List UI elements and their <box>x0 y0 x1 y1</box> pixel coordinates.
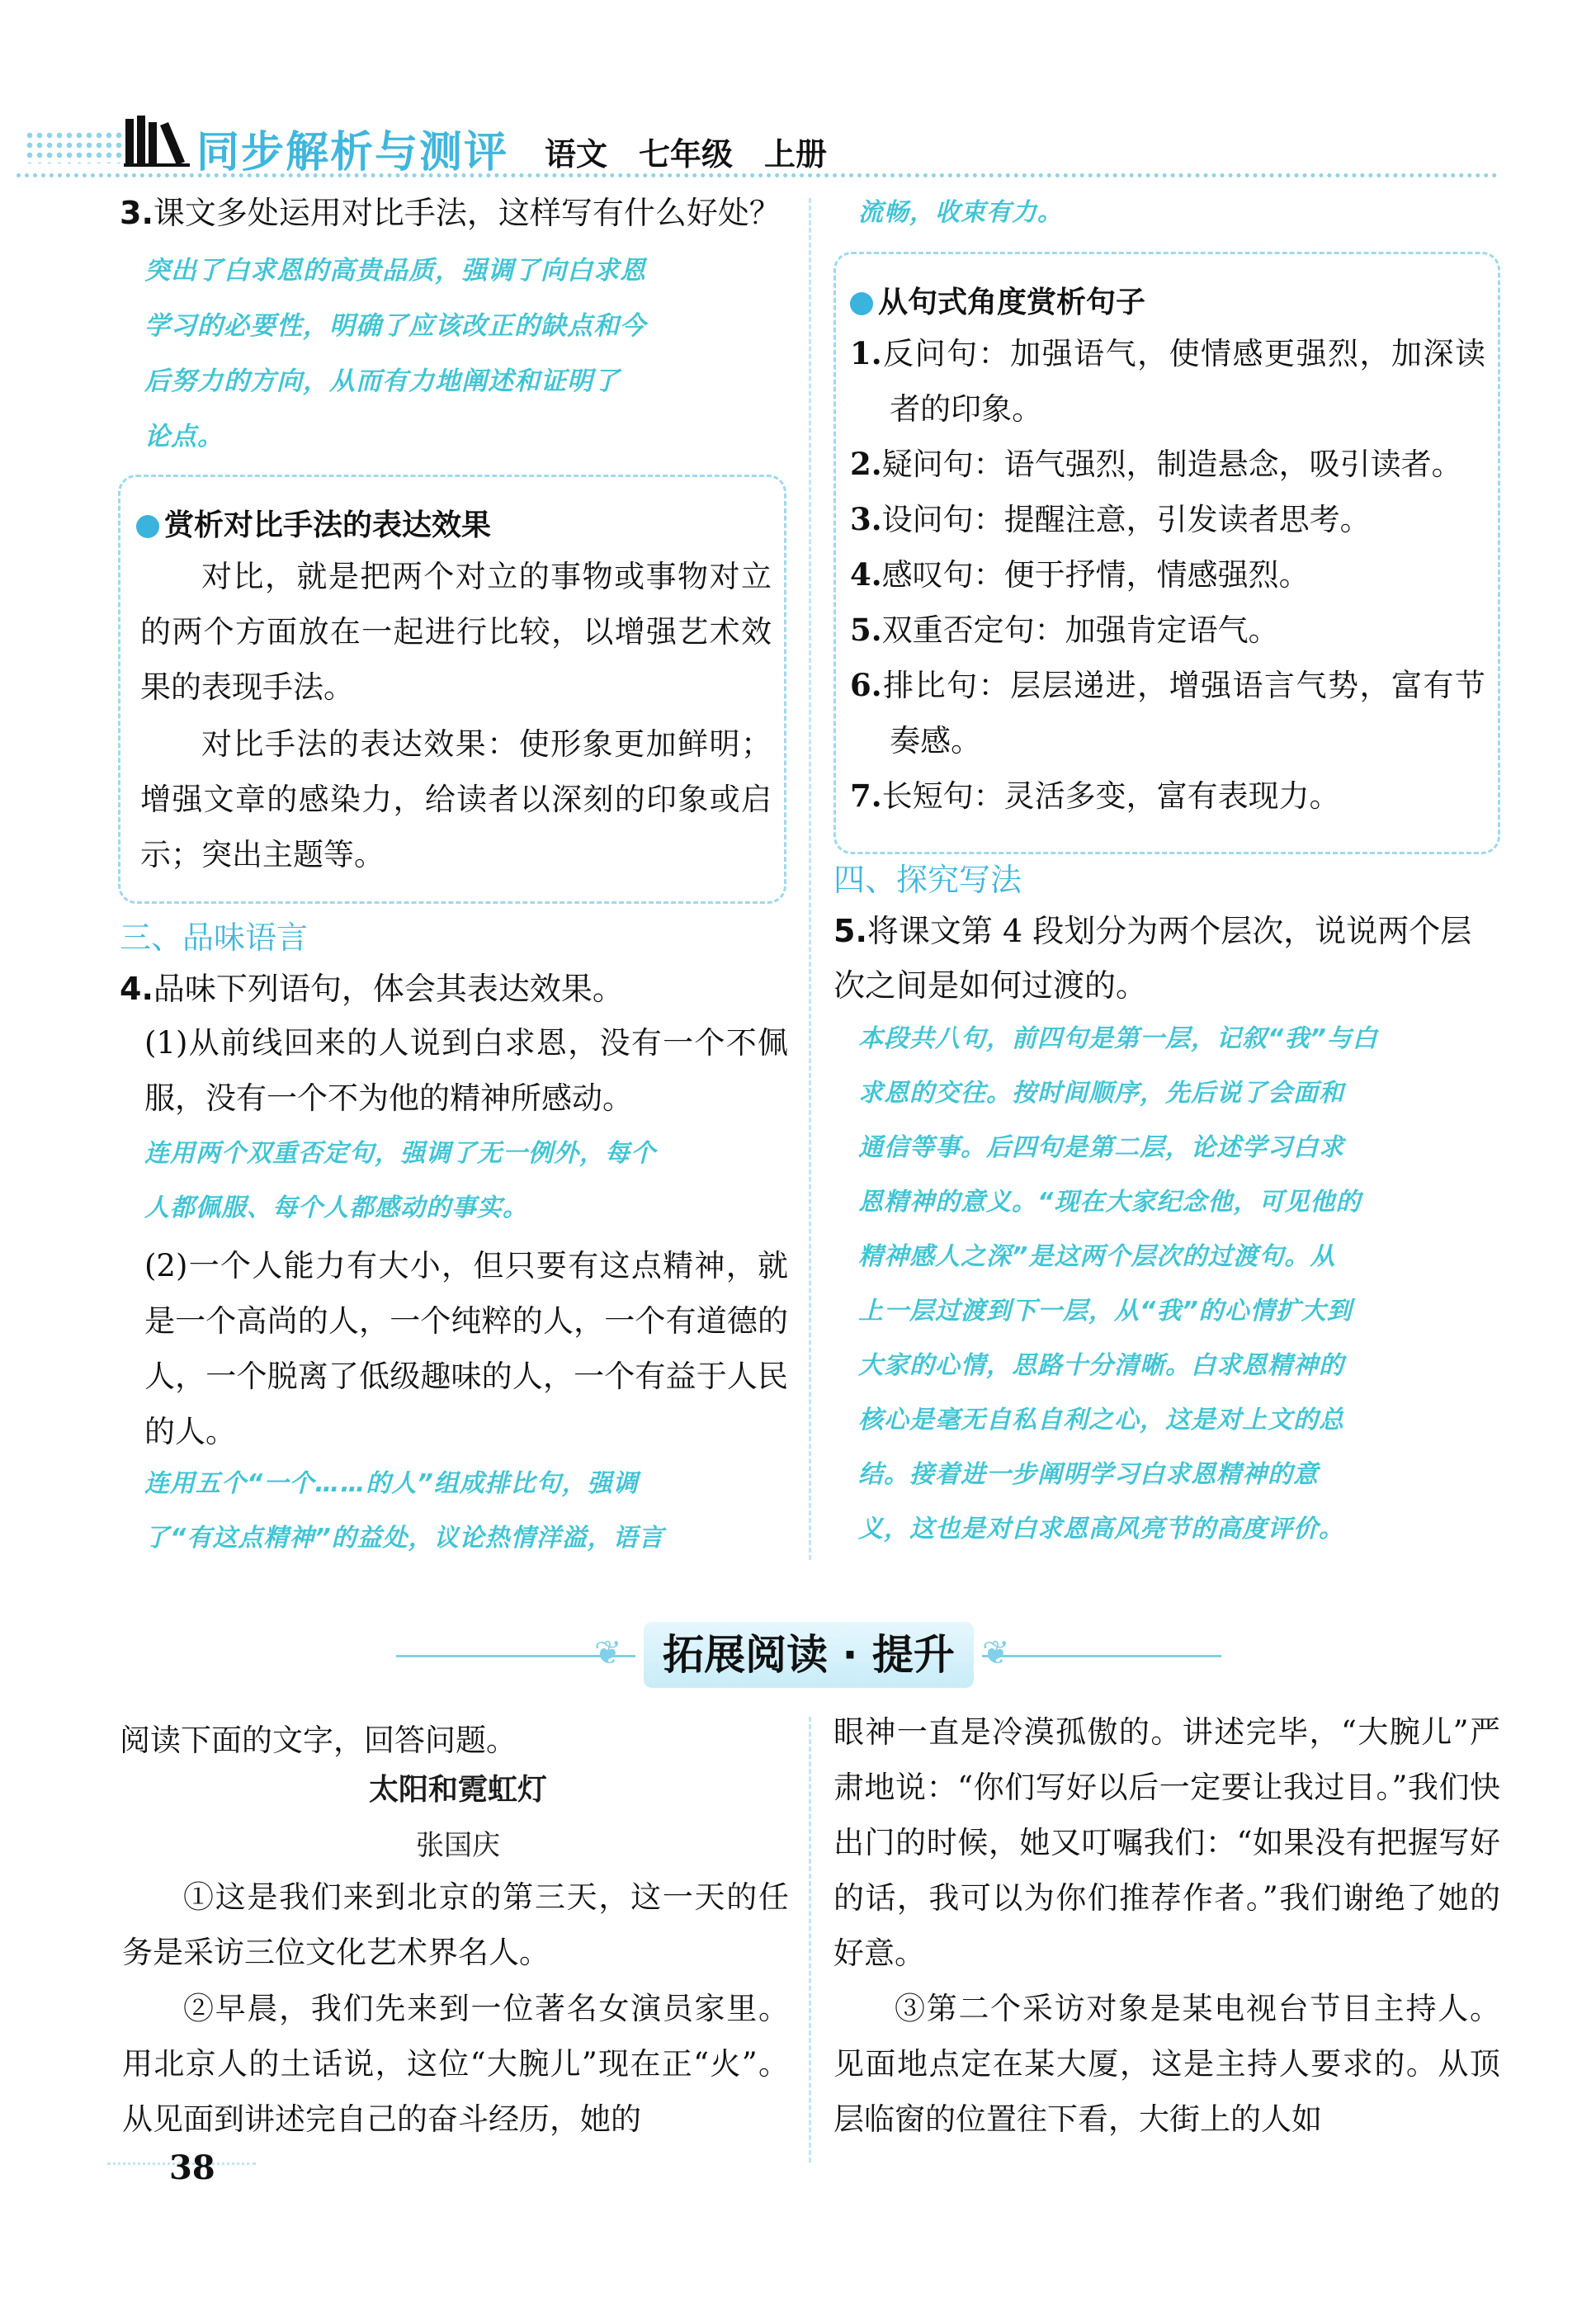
passage-author: 张国庆 <box>416 1829 500 1862</box>
item-number: 4. <box>850 556 882 593</box>
page-number: 38 <box>169 2148 215 2187</box>
tip-box-title-text: 赏析对比手法的表达效果 <box>164 508 492 542</box>
passage-title: 太阳和霓虹灯 <box>368 1773 547 1807</box>
item-text: 双重否定句：加强肯定语气。 <box>881 612 1279 648</box>
answer-line: 后努力的方向，从而有力地阐述和证明了 <box>144 366 620 396</box>
question-4-2-answer <box>144 1457 796 1566</box>
answer-line: 义，这也是对白求恩高风亮节的高度评价。 <box>858 1515 1344 1543</box>
question-text: 品味下列语句，体会其表达效果。 <box>153 971 624 1007</box>
books-logo-icon <box>124 114 191 170</box>
series-title: 同步解析与测评 <box>196 128 509 177</box>
question-5 <box>833 904 1502 1013</box>
bullet-dot-icon <box>136 515 159 538</box>
tip-box-title-text: 从句式角度赏析句子 <box>878 286 1146 319</box>
item-number: 2. <box>850 446 882 482</box>
item-text: 设问句：提醒注意，引发读者思考。 <box>881 502 1371 537</box>
item-number: 7. <box>850 778 882 814</box>
answer-line: 连用两个双重否定句，强调了无一例外，每个 <box>144 1139 656 1168</box>
swirl-ornament-right-icon: ❦ <box>982 1634 1010 1672</box>
answer-line: 突出了白求恩的高贵品质，强调了向白求恩 <box>144 256 646 286</box>
tip-paragraph-1: 对比，就是把两个对立的事物或事物对立的两个方面放在一起进行比较，以增强艺术效果的表现手法。 <box>140 559 772 705</box>
bullet-dot-icon <box>850 292 873 315</box>
answer-line: 恩精神的意义。“现在大家纪念他，可见他的 <box>858 1188 1362 1217</box>
item-text: 疑问句：语气强烈，制造悬念，吸引读者。 <box>881 447 1462 482</box>
list-item <box>850 547 1485 603</box>
answer-line: 通信等事。后四句是第二层，论述学习白求 <box>858 1133 1344 1162</box>
question-number: 4. <box>120 971 153 1007</box>
answer-line: 了“有这点精神”的益处，议论热情洋溢，语言 <box>144 1524 664 1553</box>
question-4-1: (1)从前线回来的人说到白求恩，没有一个不佩服，没有一个不为他的精神所感动。 <box>144 1025 788 1116</box>
question-number: 5. <box>833 913 867 949</box>
section-heading-3: 三、品味语言 <box>120 919 309 956</box>
item-text: 排比句：层层递进，增强语言气势，富有节奏感。 <box>881 668 1485 759</box>
answer-line: 连用五个“一个……的人”组成排比句，强调 <box>144 1469 639 1498</box>
item-number: 1. <box>850 335 882 371</box>
column-divider-lower <box>809 1717 811 2162</box>
passage-paragraph-2-continued: 眼神一直是冷漠孤傲的。讲述完毕，“大腕儿”严肃地说：“你们写好以后一定要让我过目。”我们快出门的时候，她又叮嘱我们：“如果没有把握写好的话，我可以为你们推荐作者。”我们谢绝了她的好意。 <box>833 1714 1500 1971</box>
answer-line: 大家的心情，思路十分清晰。白求恩精神的 <box>858 1351 1344 1380</box>
item-number: 3. <box>850 501 882 537</box>
list-item <box>850 768 1485 824</box>
list-item <box>850 603 1485 658</box>
question-text: 将课文第 4 段划分为两个层次，说说两个层次之间是如何过渡的。 <box>833 913 1472 1004</box>
list-item <box>850 326 1485 437</box>
question-3-answer <box>144 243 796 465</box>
answer-line: 论点。 <box>144 422 224 451</box>
tip-box-title <box>850 279 1145 321</box>
list-item <box>850 492 1485 547</box>
section-heading-4: 四、探究写法 <box>833 862 1022 898</box>
answer-line: 学习的必要性，明确了应该改正的缺点和今 <box>144 311 646 341</box>
item-number: 6. <box>850 667 882 703</box>
swirl-ornament-left-icon: ❦ <box>594 1634 622 1672</box>
question-5-answer <box>858 1012 1506 1557</box>
column-divider-upper <box>809 198 811 1560</box>
banner-rule-right <box>982 1655 1221 1657</box>
list-item <box>850 658 1485 768</box>
header-dots-decoration <box>25 130 122 163</box>
question-4 <box>120 962 796 1016</box>
banner-title: 拓展阅读 · 提升 <box>644 1622 974 1688</box>
question-4-2: (2)一个人能力有大小，但只要有这点精神，就是一个高尚的人，一个纯粹的人，一个有道德的人，一个脱离了低级趣味的人，一个有益于人民的人。 <box>144 1248 788 1449</box>
reading-instruction: 阅读下面的文字，回答问题。 <box>120 1723 517 1758</box>
item-number: 5. <box>850 612 882 648</box>
question-3 <box>120 186 796 240</box>
subject-grade: 语文 七年级 上册 <box>545 136 828 173</box>
list-item <box>850 437 1485 492</box>
answer-line: 本段共八句，前四句是第一层，记叙“我”与白 <box>858 1024 1378 1053</box>
answer-line: 精神感人之深”是这两个层次的过渡句。从 <box>858 1242 1336 1271</box>
passage-paragraph-2: ②早晨，我们先来到一位著名女演员家里。用北京人的土话说，这位“大腕儿”现在正“火”。从见面到讲述完自己的奋斗经历，她的 <box>122 1991 789 2137</box>
answer-line: 结。接着进一步阐明学习白求恩精神的意 <box>858 1460 1319 1489</box>
item-text: 反问句：加强语气，使情感更强烈，加深读者的印象。 <box>881 336 1485 427</box>
answer-line: 上一层过渡到下一层，从“我”的心情扩大到 <box>858 1297 1353 1326</box>
passage-paragraph-1: ①这是我们来到北京的第三天，这一天的任务是采访三位文化艺术界名人。 <box>122 1879 789 1970</box>
answer-line: 人都佩服、每个人都感动的事实。 <box>144 1193 528 1222</box>
question-4-1-answer <box>144 1127 796 1236</box>
answer-line: 求恩的交往。按时间顺序，先后说了会面和 <box>858 1079 1344 1108</box>
item-text: 感叹句：便于抒情，情感强烈。 <box>881 557 1310 593</box>
answer-line: 核心是毫无自私自利之心，这是对上文的总 <box>858 1406 1344 1435</box>
question-number: 3. <box>120 195 153 231</box>
answer-continuation: 流畅，收束有力。 <box>858 198 1063 227</box>
header-rule <box>17 173 1498 177</box>
tip-box-title <box>136 502 491 544</box>
item-text: 长短句：灵活多变，富有表现力。 <box>881 778 1340 814</box>
passage-paragraph-3: ③第二个采访对象是某电视台节目主持人。见面地点定在某大厦，这是主持人要求的。从顶层临窗的位置往下看，大街上的人如 <box>833 1991 1500 2137</box>
tip-paragraph-2: 对比手法的表达效果：使形象更加鲜明；增强文章的感染力，给读者以深刻的印象或启示；突出主题等。 <box>140 726 772 872</box>
sentence-type-list <box>850 326 1485 824</box>
question-text: 课文多处运用对比手法，这样写有什么好处？ <box>153 195 781 231</box>
